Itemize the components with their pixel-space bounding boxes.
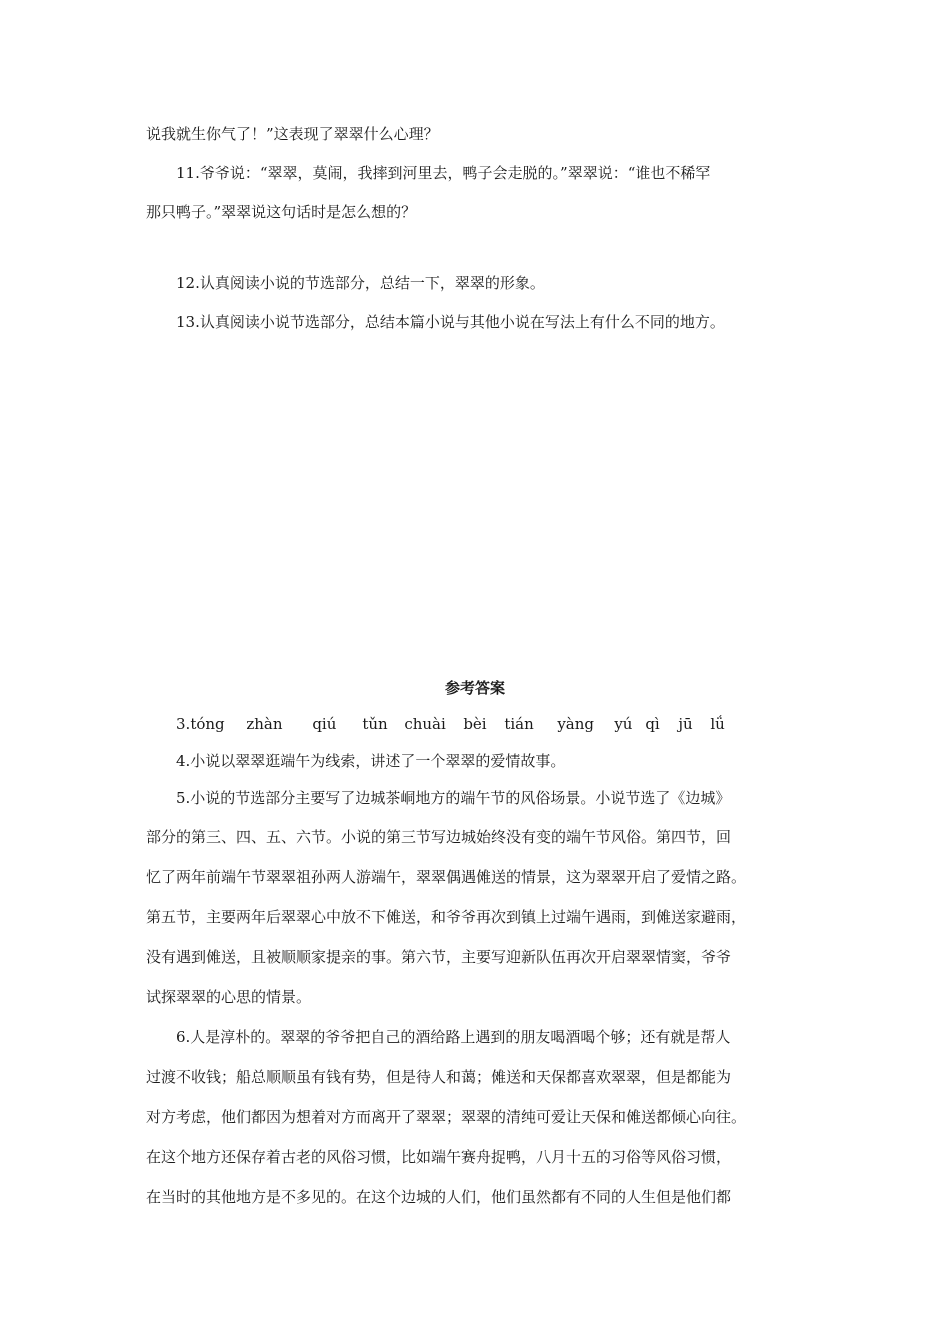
pinyin-item: tián	[504, 715, 534, 733]
answer-3-pinyin-row	[176, 714, 816, 734]
answer-3-prefix: 3.	[176, 715, 191, 733]
answer-6-line-4: 在这个地方还保存着古老的风俗习惯，比如端午赛舟捉鸭，八月十五的习俗等风俗习惯，	[146, 1148, 732, 1166]
question-10-tail: 说我就生你气了！”这表现了翠翠什么心理？	[146, 125, 439, 143]
pinyin-item: jū	[678, 715, 693, 733]
question-11-line-1: 11.爷爷说：“翠翠，莫闹，我摔到河里去，鸭子会走脱的。”翠翠说：“谁也不稀罕	[176, 164, 711, 182]
answer-5-line-1: 5.小说的节选部分主要写了边城茶峒地方的端午节的风俗场景。小说节选了《边城》	[176, 789, 731, 807]
question-11-line-2: 那只鸭子。”翠翠说这句话时是怎么想的？	[146, 203, 417, 221]
question-13: 13.认真阅读小说节选部分，总结本篇小说与其他小说在写法上有什么不同的地方。	[176, 313, 725, 331]
pinyin-item: yàng	[557, 715, 594, 733]
answer-5-line-3: 忆了两年前端午节翠翠祖孙两人游端午，翠翠偶遇傩送的情景，这为翠翠开启了爱情之路。	[146, 868, 747, 886]
answer-6-line-1: 6.人是淳朴的。翠翠的爷爷把自己的酒给路上遇到的朋友喝酒喝个够；还有就是帮人	[176, 1028, 731, 1046]
answer-5-line-4: 第五节，主要两年后翠翠心中放不下傩送，和爷爷再次到镇上过端午遇雨，到傩送家避雨，	[146, 908, 747, 926]
pinyin-item: tǔn	[362, 715, 388, 733]
pinyin-item: qì	[645, 715, 660, 733]
answer-6-line-5: 在当时的其他地方是不多见的。在这个边城的人们，他们虽然都有不同的人生但是他们都	[146, 1188, 732, 1206]
answer-5-line-5: 没有遇到傩送，且被顺顺家提亲的事。第六节，主要写迎新队伍再次开启翠翠情窦，爷爷	[146, 948, 732, 966]
pinyin-item: tóng	[190, 715, 225, 733]
pinyin-item: bèi	[463, 715, 487, 733]
pinyin-item: chuài	[404, 715, 446, 733]
answer-6-line-2: 过渡不收钱；船总顺顺虽有钱有势，但是待人和蔼；傩送和天保都喜欢翠翠，但是都能为	[146, 1068, 732, 1086]
pinyin-item: lǘ	[710, 715, 725, 733]
question-12: 12.认真阅读小说的节选部分，总结一下，翠翠的形象。	[176, 274, 545, 292]
answers-heading: 参考答案	[444, 679, 505, 697]
answer-5-line-6: 试探翠翠的心思的情景。	[146, 988, 312, 1006]
pinyin-item: yú	[614, 715, 633, 733]
pinyin-item: qiú	[312, 715, 337, 733]
answer-5-line-2: 部分的第三、四、五、六节。小说的第三节写边城始终没有变的端午节风俗。第四节，回	[146, 828, 732, 846]
answer-4: 4.小说以翠翠逛端午为线索，讲述了一个翠翠的爱情故事。	[176, 752, 566, 770]
answer-6-line-3: 对方考虑，他们都因为想着对方而离开了翠翠；翠翠的清纯可爱让天保和傩送都倾心向往。	[146, 1108, 747, 1126]
pinyin-item: zhàn	[246, 715, 283, 733]
